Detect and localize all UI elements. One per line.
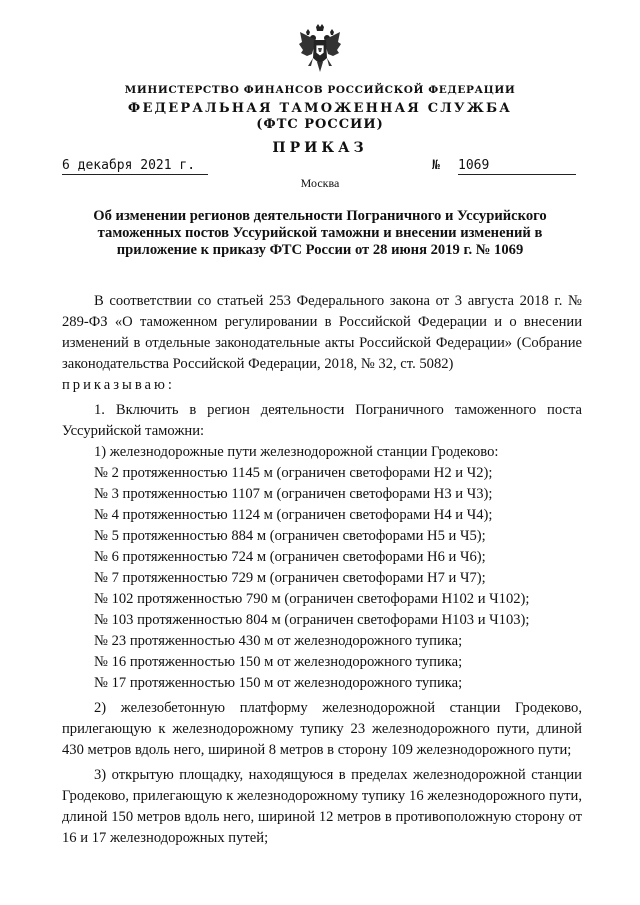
track-item: № 16 протяженностью 150 м от железнодорожного тупика; <box>94 654 463 670</box>
order-date: 6 декабря 2021 г. <box>62 158 208 175</box>
track-item: № 17 протяженностью 150 м от железнодорожного тупика; <box>94 675 463 691</box>
preamble-paragraph: В соответствии со статьей 253 Федерального закона от 3 августа 2018 г. № 289-ФЗ «О таможенном регулировании в Российской Федерации и о внесении изменений в отдельные законодательные акты Российской Федерации» (Собрание законодательства Российской Федерации, 2018, № 32, ст. 5082) <box>62 293 582 372</box>
subitem-1: 1) железнодорожные пути железнодорожной станции Гродеково: <box>94 444 499 460</box>
order-word: приказываю: <box>62 377 175 393</box>
track-item: № 7 протяженностью 729 м (ограничен светофорами Н7 и Ч7); <box>94 570 486 586</box>
subitem-2: 2) железобетонную платформу железнодорожной станции Гродеково, прилегающую к железнодорожному тупику 23 железнодорожного пути, длиной 430 метров вдоль него, шириной 8 метров в сторону 109 железнодорожного пути; <box>62 700 582 758</box>
track-item: № 2 протяженностью 1145 м (ограничен светофорами Н2 и Ч2); <box>94 465 493 481</box>
service-name: ФЕДЕРАЛЬНАЯ ТАМОЖЕННАЯ СЛУЖБА <box>127 101 513 116</box>
track-item: № 102 протяженностью 790 м (ограничен светофорами Н102 и Ч102); <box>94 591 530 607</box>
track-item: № 3 протяженностью 1107 м (ограничен светофорами Н3 и Ч3); <box>94 486 493 502</box>
document-type: ПРИКАЗ <box>272 140 368 156</box>
service-short-name: (ФТС РОССИИ) <box>256 117 384 132</box>
order-number: 1069 <box>458 158 576 175</box>
coat-of-arms-emblem <box>298 24 342 76</box>
document-body <box>62 291 582 849</box>
track-item: № 103 протяженностью 804 м (ограничен светофорами Н103 и Ч103); <box>94 612 530 628</box>
order-number-sign: № <box>432 158 440 173</box>
issue-city: Москва <box>300 176 340 190</box>
item-1: 1. Включить в регион деятельности Пограничного таможенного поста Уссурийской таможни: <box>62 402 582 439</box>
document-title: Об изменении регионов деятельности Пограничного и Уссурийского таможенных постов Уссурийской таможни и внесении изменений в приложение к приказу ФТС России от 28 июня 2019 г. № 1069 <box>93 208 547 258</box>
track-item: № 4 протяженностью 1124 м (ограничен светофорами Н4 и Ч4); <box>94 507 493 523</box>
track-item: № 5 протяженностью 884 м (ограничен светофорами Н5 и Ч5); <box>94 528 486 544</box>
track-item: № 23 протяженностью 430 м от железнодорожного тупика; <box>94 633 463 649</box>
ministry-name: МИНИСТЕРСТВО ФИНАНСОВ РОССИЙСКОЙ ФЕДЕРАЦИИ <box>124 84 516 96</box>
subitem-3: 3) открытую площадку, находящуюся в пределах железнодорожной станции Гродеково, прилегающую к железнодорожному тупику 16 железнодорожного пути, длиной 150 метров вдоль него, шириной 12 метров в противоположную сторону от 16 и 17 железнодорожных путей; <box>62 767 582 846</box>
track-item: № 6 протяженностью 724 м (ограничен светофорами Н6 и Ч6); <box>94 549 486 565</box>
